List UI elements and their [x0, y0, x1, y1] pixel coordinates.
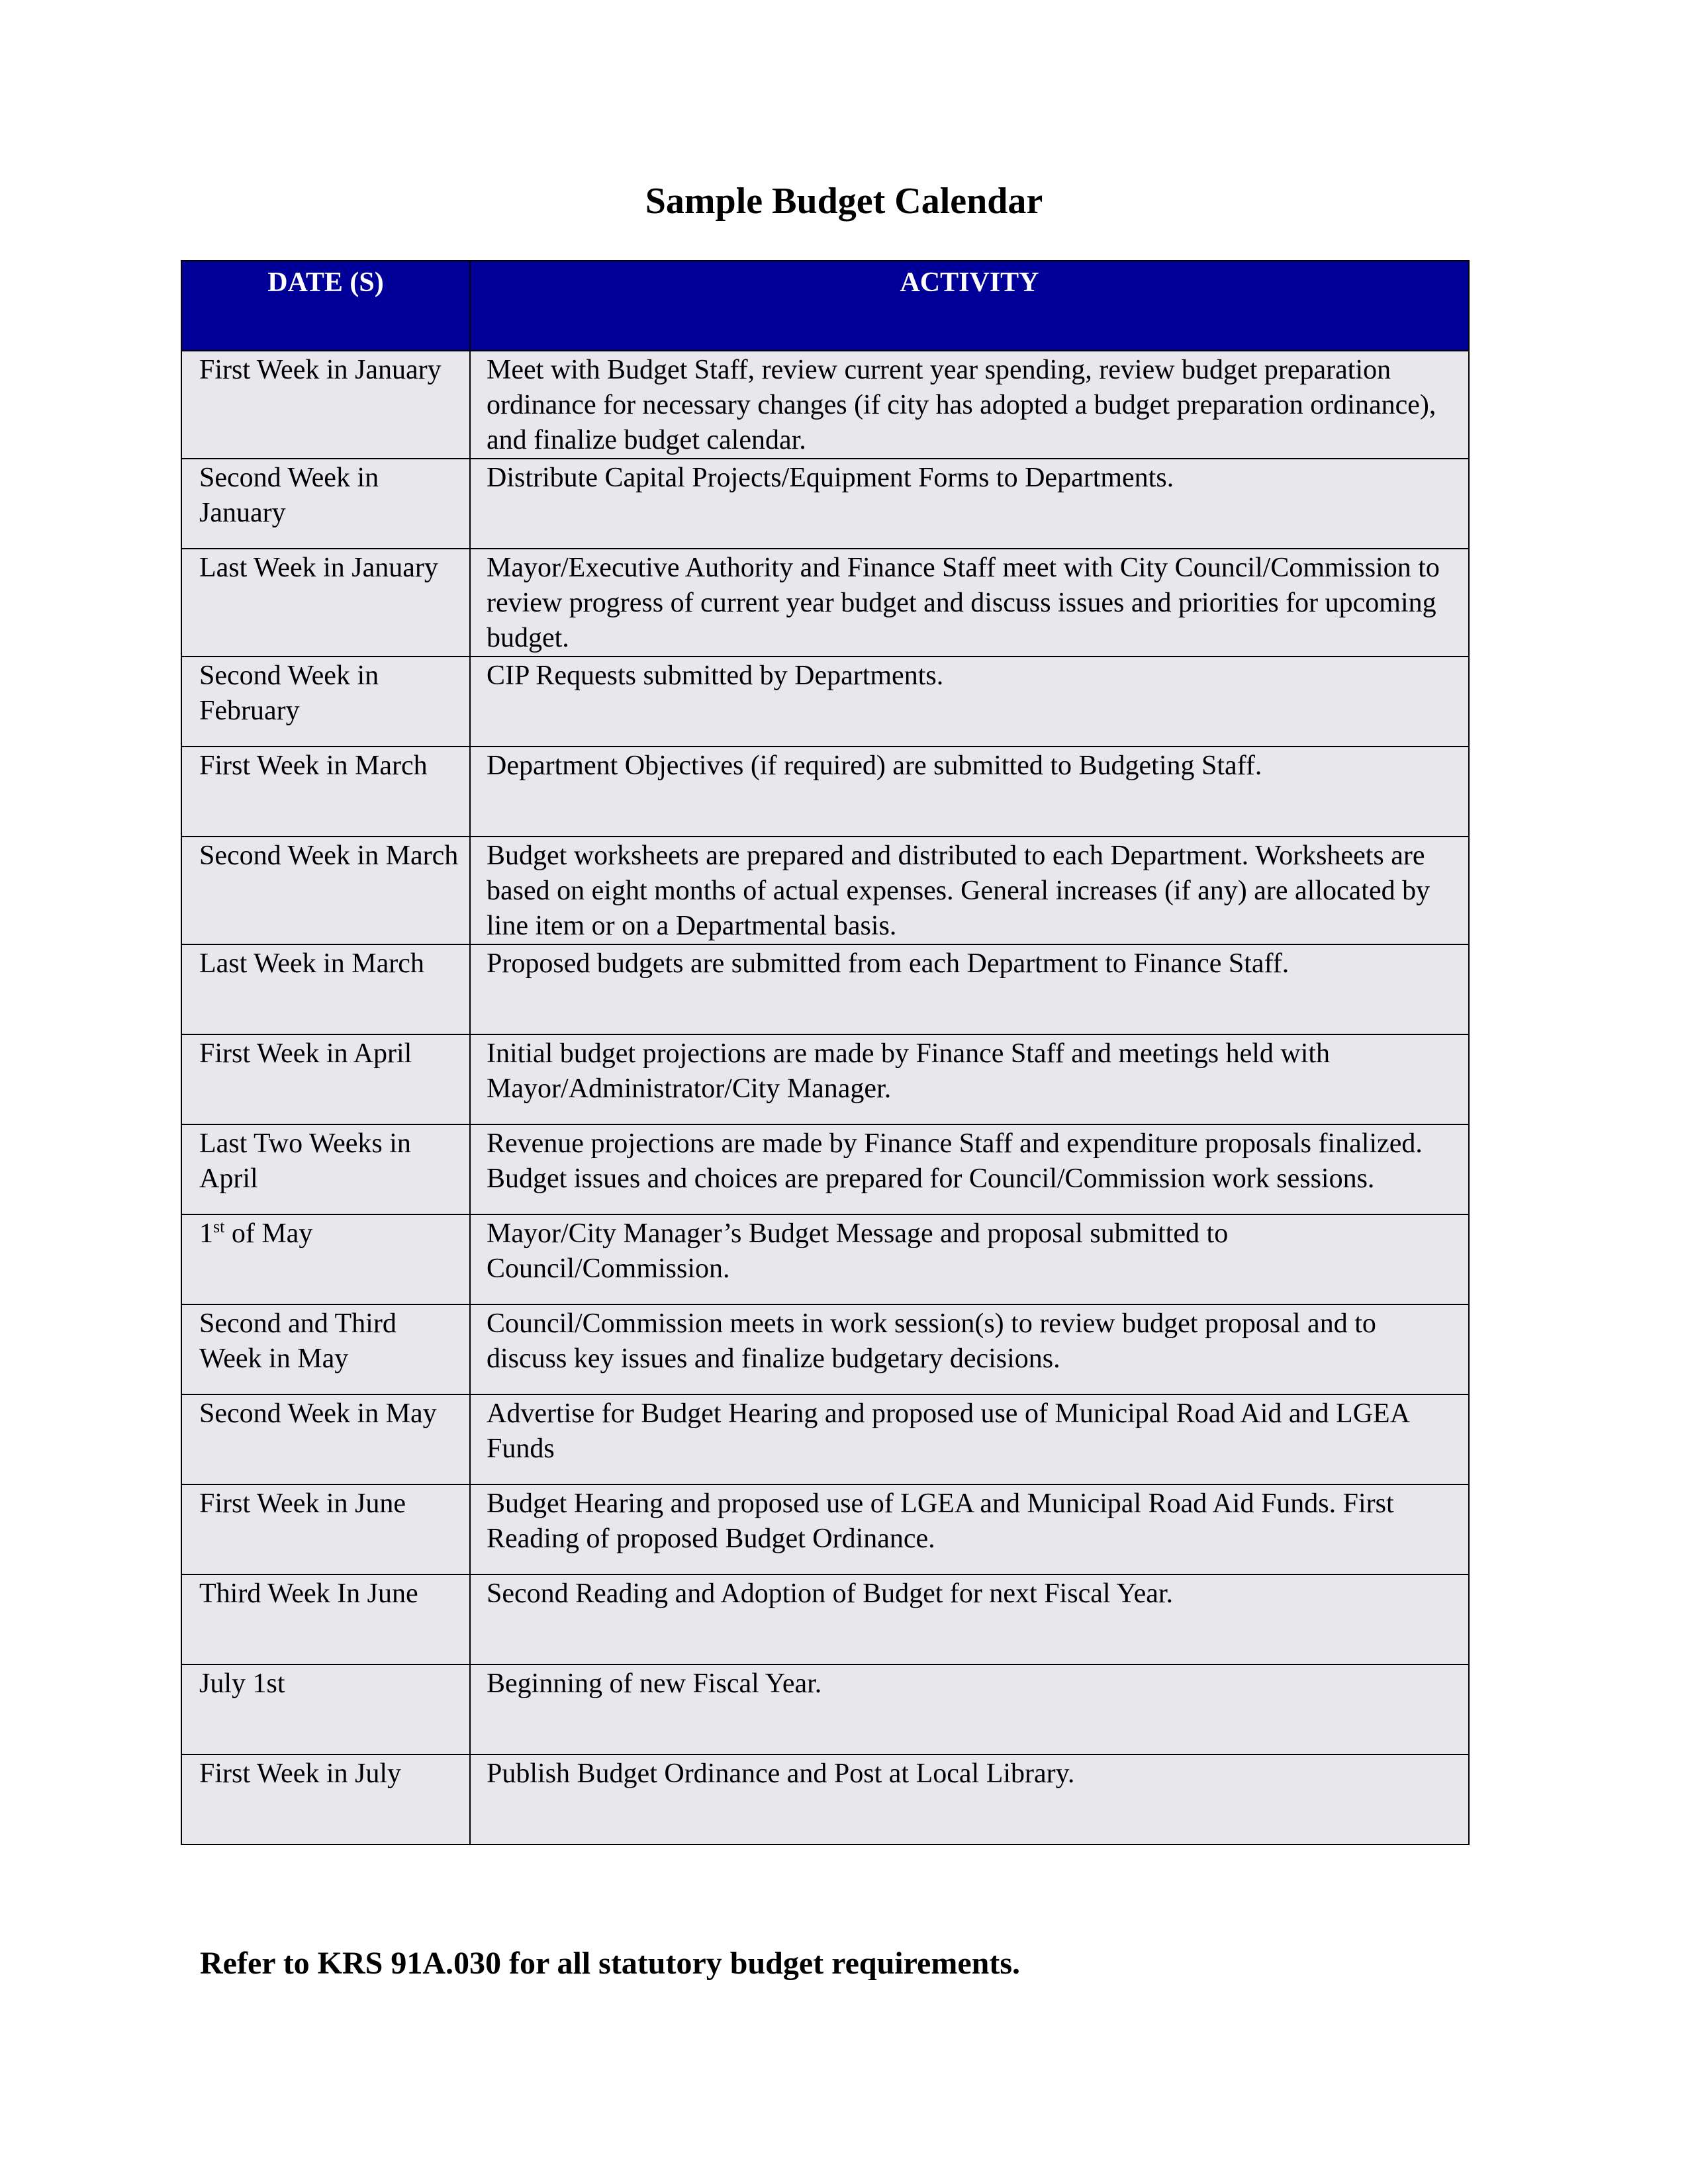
page-title: Sample Budget Calendar — [645, 181, 1043, 222]
budget-calendar-table — [181, 260, 1470, 1845]
date-cell: Second Week in January — [181, 459, 470, 549]
table-row — [181, 747, 1469, 837]
date-ordinal-suffix: st — [213, 1217, 225, 1236]
date-cell: Second Week in March — [181, 837, 470, 944]
date-cell: Second Week in February — [181, 657, 470, 747]
activity-cell: Advertise for Budget Hearing and proposed use of Municipal Road Aid and LGEA Funds — [470, 1394, 1469, 1484]
activity-cell: Distribute Capital Projects/Equipment Forms to Departments. — [470, 459, 1469, 549]
date-day-number: 1 — [199, 1218, 213, 1249]
table-row — [181, 459, 1469, 549]
date-column-header: DATE (S) — [181, 261, 470, 351]
table-row — [181, 1664, 1469, 1754]
table-row — [181, 837, 1469, 944]
date-cell: July 1st — [181, 1664, 470, 1754]
activity-cell: Second Reading and Adoption of Budget for next Fiscal Year. — [470, 1574, 1469, 1664]
date-cell: First Week in March — [181, 747, 470, 837]
date-cell: Third Week In June — [181, 1574, 470, 1664]
table-row — [181, 1754, 1469, 1844]
activity-cell: Council/Commission meets in work session(s) to review budget proposal and to discuss key issues and finalize budgetary decisions. — [470, 1304, 1469, 1394]
activity-cell: Beginning of new Fiscal Year. — [470, 1664, 1469, 1754]
date-cell: First Week in July — [181, 1754, 470, 1844]
date-cell: First Week in April — [181, 1034, 470, 1124]
activity-cell: Meet with Budget Staff, review current year spending, review budget preparation ordinance for necessary changes (if city has adopted a budget preparation ordinance), and finalize budget calendar. — [470, 351, 1469, 459]
activity-cell: Initial budget projections are made by Finance Staff and meetings held with Mayor/Administrator/City Manager. — [470, 1034, 1469, 1124]
date-cell: Second and Third Week in May — [181, 1304, 470, 1394]
table-row — [181, 1574, 1469, 1664]
activity-cell: Publish Budget Ordinance and Post at Local Library. — [470, 1754, 1469, 1844]
activity-cell: Proposed budgets are submitted from each Department to Finance Staff. — [470, 944, 1469, 1034]
date-cell — [181, 1214, 470, 1304]
table-row — [181, 1304, 1469, 1394]
table-row — [181, 657, 1469, 747]
table-row — [181, 549, 1469, 657]
table-row — [181, 1394, 1469, 1484]
table-row — [181, 1484, 1469, 1574]
table-row — [181, 944, 1469, 1034]
table-row — [181, 351, 1469, 459]
activity-cell: Revenue projections are made by Finance Staff and expenditure proposals finalized. Budget issues and choices are prepared for Council/Commission work sessions. — [470, 1124, 1469, 1214]
date-cell: First Week in June — [181, 1484, 470, 1574]
activity-cell: Budget Hearing and proposed use of LGEA and Municipal Road Aid Funds. First Reading of proposed Budget Ordinance. — [470, 1484, 1469, 1574]
activity-cell: Mayor/City Manager’s Budget Message and proposal submitted to Council/Commission. — [470, 1214, 1469, 1304]
table-row — [181, 1124, 1469, 1214]
date-cell: Second Week in May — [181, 1394, 470, 1484]
date-cell: Last Week in January — [181, 549, 470, 657]
table-row — [181, 1214, 1469, 1304]
activity-cell: CIP Requests submitted by Departments. — [470, 657, 1469, 747]
statutory-reference-note: Refer to KRS 91A.030 for all statutory budget requirements. — [200, 1946, 1020, 1981]
date-cell: Last Two Weeks in April — [181, 1124, 470, 1214]
date-month-text: of May — [224, 1218, 313, 1249]
date-cell: First Week in January — [181, 351, 470, 459]
table-header-row — [181, 261, 1469, 351]
activity-cell: Budget worksheets are prepared and distributed to each Department. Worksheets are based on eight months of actual expenses. General increases (if any) are allocated by line item or on a Departmental basis. — [470, 837, 1469, 944]
activity-cell: Department Objectives (if required) are submitted to Budgeting Staff. — [470, 747, 1469, 837]
activity-cell: Mayor/Executive Authority and Finance Staff meet with City Council/Commission to review progress of current year budget and discuss issues and priorities for upcoming budget. — [470, 549, 1469, 657]
activity-column-header: ACTIVITY — [470, 261, 1469, 351]
date-cell: Last Week in March — [181, 944, 470, 1034]
table-row — [181, 1034, 1469, 1124]
